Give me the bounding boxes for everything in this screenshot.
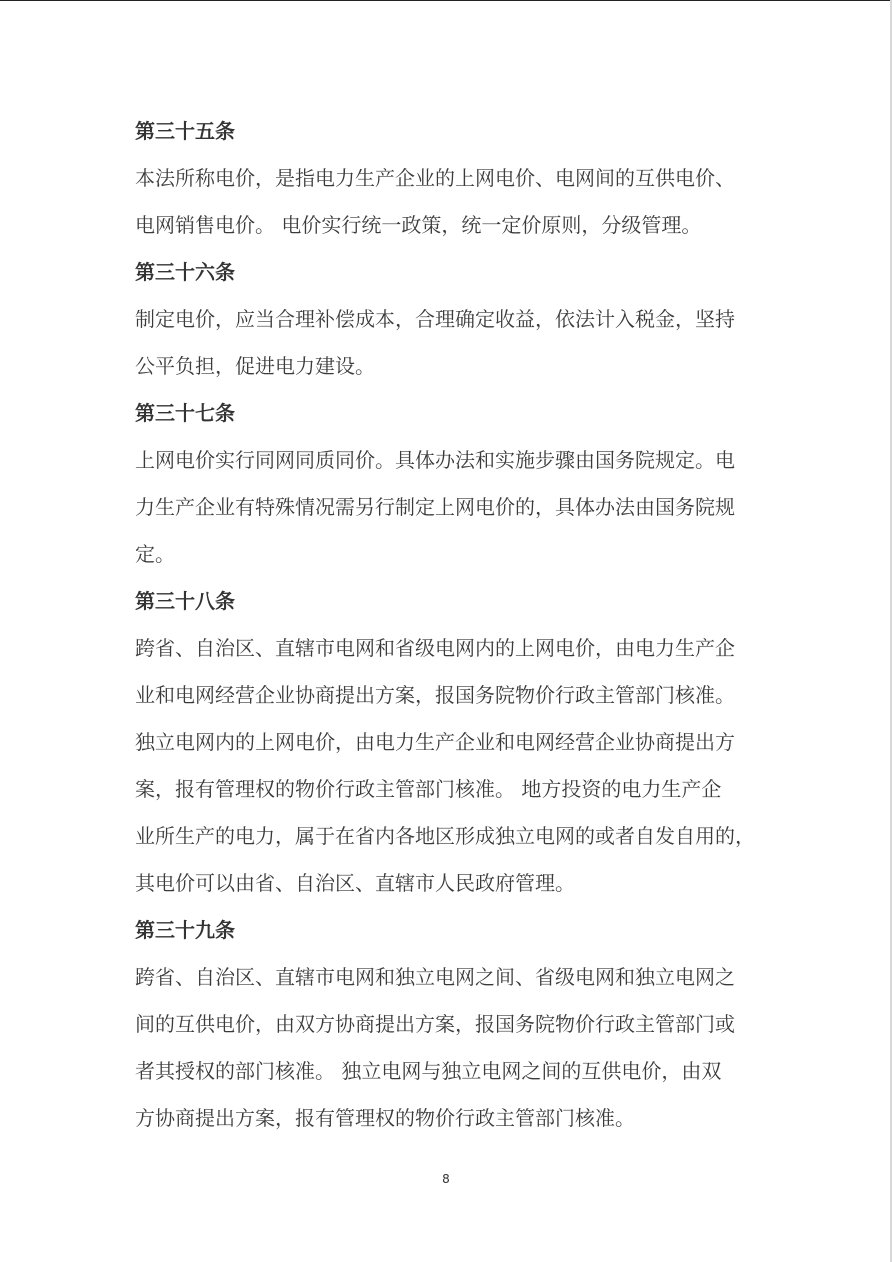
article-text-line: 跨省、自治区、直辖市电网和省级电网内的上网电价，由电力生产企 [135, 636, 735, 660]
article-text-line: 其电价可以由省、自治区、直辖市人民政府管理。 [135, 871, 575, 895]
article-heading: 第三十九条 [135, 918, 235, 942]
article-text-line: 业所生产的电力，属于在省内各地区形成独立电网的或者自发自用的， [135, 824, 755, 848]
article-text-line: 上网电价实行同网同质同价。具体办法和实施步骤由国务院规定。电 [135, 448, 735, 472]
article-38 [135, 578, 775, 907]
article-37 [135, 390, 775, 578]
article-text-line: 跨省、自治区、直辖市电网和独立电网之间、省级电网和独立电网之 [135, 965, 735, 989]
article-text-line: 力生产企业有特殊情况需另行制定上网电价的，具体办法由国务院规 [135, 495, 735, 519]
article-text-line: 业和电网经营企业协商提出方案，报国务院物价行政主管部门核准。 [135, 683, 735, 707]
article-text-line: 独立电网内的上网电价，由电力生产企业和电网经营企业协商提出方 [135, 730, 735, 754]
document-body [135, 108, 775, 1142]
article-text-line: 电网销售电价。 电价实行统一政策，统一定价原则，分级管理。 [135, 213, 702, 237]
article-text-line: 方协商提出方案，报有管理权的物价行政主管部门核准。 [135, 1106, 635, 1130]
article-36 [135, 249, 775, 390]
article-text-line: 制定电价，应当合理补偿成本，合理确定收益，依法计入税金，坚持 [135, 307, 735, 331]
article-heading: 第三十六条 [135, 260, 235, 284]
article-heading: 第三十七条 [135, 401, 235, 425]
article-text-line: 公平负担，促进电力建设。 [135, 354, 375, 378]
article-text-line: 本法所称电价，是指电力生产企业的上网电价、电网间的互供电价、 [135, 166, 735, 190]
article-text-line: 间的互供电价，由双方协商提出方案，报国务院物价行政主管部门或 [135, 1012, 735, 1036]
article-heading: 第三十八条 [135, 589, 235, 613]
article-text-line: 者其授权的部门核准。 独立电网与独立电网之间的互供电价，由双 [135, 1059, 722, 1083]
article-39 [135, 907, 775, 1142]
article-heading: 第三十五条 [135, 119, 235, 143]
top-border-line [0, 0, 892, 1]
page-number: 8 [442, 1172, 450, 1186]
article-35 [135, 108, 775, 249]
article-text-line: 案，报有管理权的物价行政主管部门核准。 地方投资的电力生产企 [135, 777, 722, 801]
article-text-line: 定。 [135, 542, 175, 566]
